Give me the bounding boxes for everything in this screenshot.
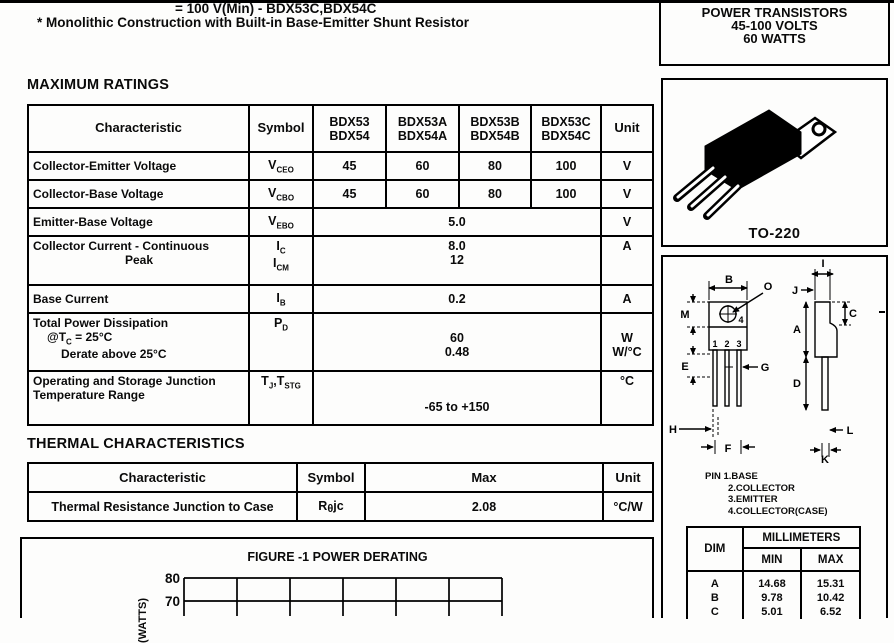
package-outline-drawing bbox=[663, 257, 886, 467]
col-bdx53: BDX53 BDX54 bbox=[313, 105, 386, 152]
value-cell: 100 bbox=[531, 180, 601, 208]
unit-cell: V bbox=[601, 180, 653, 208]
unit-cell: A bbox=[601, 285, 653, 313]
table-row-ic bbox=[28, 236, 653, 285]
characteristic-cell: Collector Current - Continuous Peak bbox=[28, 236, 249, 285]
feature-line-continuation: = 100 V(Min) - BDX53C,BDX54C bbox=[175, 1, 377, 16]
symbol-cell: $V_{CBO}$ bbox=[249, 180, 313, 208]
min-header: MIN bbox=[743, 548, 802, 571]
unit-cell: V bbox=[601, 152, 653, 180]
pin-list-line: 4.COLLECTOR(CASE) bbox=[728, 505, 828, 517]
value-cell: 45 bbox=[313, 152, 386, 180]
unit-cell: °C bbox=[601, 371, 653, 425]
characteristic-cell: Thermal Resistance Junction to Case bbox=[28, 492, 297, 521]
col-unit: Unit bbox=[603, 463, 653, 492]
dim-header: DIM bbox=[687, 527, 743, 571]
maximum-ratings-table bbox=[27, 104, 654, 426]
dim-letter-C: C bbox=[849, 308, 857, 320]
min-cell: 5.01 bbox=[743, 605, 802, 619]
symbol-cell: Rθjc bbox=[297, 492, 365, 521]
maximum-ratings-heading: MAXIMUM RATINGS bbox=[27, 77, 170, 93]
feature-line-monolithic: * Monolithic Construction with Built-in Base-Emitter Shunt Resistor bbox=[37, 15, 470, 30]
characteristic-cell: Operating and Storage Junction Temperature Range bbox=[28, 371, 249, 425]
symbol-cell: $I_B$ bbox=[249, 285, 313, 313]
unit-cell: V bbox=[601, 208, 653, 236]
table-row-ib bbox=[28, 285, 653, 313]
value-cell: -65 to +150 bbox=[313, 371, 601, 425]
thermal-heading: THERMAL CHARACTERISTICS bbox=[27, 436, 245, 452]
table-header-row bbox=[28, 463, 653, 492]
col-symbol: Symbol bbox=[297, 463, 365, 492]
millimeters-header: MILLIMETERS bbox=[743, 527, 860, 548]
min-cell: 14.68 bbox=[743, 577, 802, 591]
value-cell: 60 bbox=[386, 180, 459, 208]
symbol-cell: $P_D$ bbox=[249, 313, 313, 371]
pin-list-line: PIN 1.BASE bbox=[705, 471, 758, 482]
table-row-vcbo bbox=[28, 180, 653, 208]
value-cell: 100 bbox=[531, 152, 601, 180]
pin-number-1: 1 bbox=[712, 339, 718, 349]
device-summary-box bbox=[659, 0, 890, 66]
figure-title: FIGURE -1 POWER DERATING bbox=[247, 550, 428, 564]
value-cell: 8.0 12 bbox=[313, 236, 601, 285]
col-bdx53c: BDX53C BDX54C bbox=[531, 105, 601, 152]
characteristic-cell: Collector-Base Voltage bbox=[28, 180, 249, 208]
value-cell: 2.08 bbox=[365, 492, 603, 521]
dim-header-row bbox=[687, 527, 860, 548]
unit-cell: W W/°C bbox=[601, 313, 653, 371]
unit-cell: °C/W bbox=[603, 492, 653, 521]
dim-letter-G: G bbox=[760, 362, 770, 374]
value-cell: 80 bbox=[459, 180, 531, 208]
max-header: MAX bbox=[801, 548, 860, 571]
value-cell: 80 bbox=[459, 152, 531, 180]
dim-cell: C bbox=[687, 605, 743, 619]
package-image-box bbox=[661, 78, 888, 247]
col-characteristic: Characteristic bbox=[28, 105, 249, 152]
dim-letter-B: B bbox=[725, 274, 733, 286]
col-symbol: Symbol bbox=[249, 105, 313, 152]
col-characteristic: Characteristic bbox=[28, 463, 297, 492]
thermal-table bbox=[27, 462, 654, 522]
table-header-row bbox=[28, 105, 653, 152]
symbol-cell: $V_{CEO}$ bbox=[249, 152, 313, 180]
y-axis-label: (WATTS) bbox=[137, 598, 149, 643]
pin-number-4: 4 bbox=[738, 315, 744, 325]
pin-number-2: 2 bbox=[724, 339, 730, 349]
summary-line-1: POWER TRANSISTORS bbox=[701, 5, 848, 20]
value-cell: 60 bbox=[386, 152, 459, 180]
value-cell: 0.2 bbox=[313, 285, 601, 313]
col-unit: Unit bbox=[601, 105, 653, 152]
symbol-cell: $T_J,T_{STG}$ bbox=[249, 371, 313, 425]
dim-row-a bbox=[687, 577, 860, 591]
table-row-vceo bbox=[28, 152, 653, 180]
col-bdx53b: BDX53B BDX54B bbox=[459, 105, 531, 152]
derating-chart-grid bbox=[150, 570, 515, 616]
value-cell: 5.0 bbox=[313, 208, 601, 236]
dim-letter-H: H bbox=[669, 424, 677, 436]
symbol-cell: $I_C$ $I_{CM}$ bbox=[249, 236, 313, 285]
min-cell: 9.78 bbox=[743, 591, 802, 605]
y-axis-tick-80: 80 bbox=[164, 571, 180, 586]
pin-list-line: 3.EMITTER bbox=[728, 494, 778, 505]
dim-cell: A bbox=[687, 577, 743, 591]
package-name-label: TO-220 bbox=[748, 226, 801, 242]
table-row-tj bbox=[28, 371, 653, 425]
col-max: Max bbox=[365, 463, 603, 492]
y-axis-tick-70: 70 bbox=[164, 594, 180, 609]
dim-row-b bbox=[687, 591, 860, 605]
table-row-pd bbox=[28, 313, 653, 371]
pin-list-line: 2.COLLECTOR bbox=[728, 482, 795, 494]
table-row-vebo bbox=[28, 208, 653, 236]
max-cell: 10.42 bbox=[801, 591, 860, 605]
value-cell: 60 0.48 bbox=[313, 313, 601, 371]
dim-letter-L: L bbox=[846, 425, 854, 437]
value-cell: 45 bbox=[313, 180, 386, 208]
dim-letter-O: O bbox=[763, 281, 773, 293]
table-row-rthjc bbox=[28, 492, 653, 521]
dim-letter-E: E bbox=[681, 361, 689, 373]
characteristic-cell: Collector-Emitter Voltage bbox=[28, 152, 249, 180]
dim-letter-I: I bbox=[821, 258, 825, 270]
pin-number-3: 3 bbox=[736, 339, 742, 349]
dim-letter-A: A bbox=[793, 324, 801, 336]
symbol-cell: $V_{EBO}$ bbox=[249, 208, 313, 236]
characteristic-cell: Total Power Dissipation $@T_C = 25^\circ C$ Derate above 25°C bbox=[28, 313, 249, 371]
max-cell: 15.31 bbox=[801, 577, 860, 591]
dim-letter-M: M bbox=[680, 309, 690, 321]
summary-line-3: 60 WATTS bbox=[743, 31, 806, 46]
to220-package-illustration bbox=[663, 80, 886, 220]
dim-letter-F: F bbox=[724, 443, 732, 455]
dim-cell: B bbox=[687, 591, 743, 605]
max-cell: 6.52 bbox=[801, 605, 860, 619]
summary-line-2: 45-100 VOLTS bbox=[731, 18, 818, 33]
col-bdx53a: BDX53A BDX54A bbox=[386, 105, 459, 152]
package-outline-box bbox=[661, 255, 888, 618]
dim-row-c bbox=[687, 605, 860, 619]
dim-letter-K: K bbox=[821, 454, 829, 466]
pin-assignment-list bbox=[705, 471, 828, 517]
dim-letter-J: J bbox=[791, 285, 799, 297]
characteristic-cell: Emitter-Base Voltage bbox=[28, 208, 249, 236]
dimensions-table bbox=[686, 526, 861, 619]
unit-cell: A bbox=[601, 236, 653, 285]
mounting-hole bbox=[813, 123, 825, 135]
dim-letter-D: D bbox=[793, 378, 801, 390]
characteristic-cell: Base Current bbox=[28, 285, 249, 313]
